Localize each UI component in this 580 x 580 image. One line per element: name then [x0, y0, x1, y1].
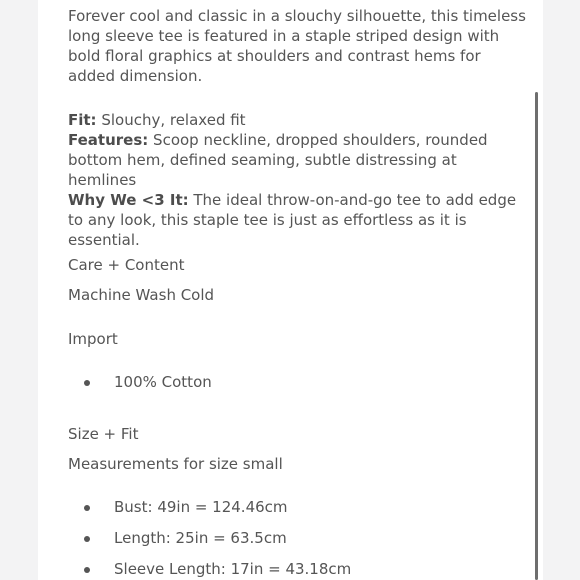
size-fit-subheading: Measurements for size small — [68, 455, 283, 473]
size-fit-heading: Size + Fit — [68, 425, 139, 443]
fit-value: Slouchy, relaxed fit — [96, 111, 246, 129]
material-text: 100% Cotton — [114, 373, 212, 391]
bullet-dot-icon — [84, 380, 90, 386]
bullet-dot-icon — [84, 505, 90, 511]
why-value: The ideal throw-on-and-go tee to add edge to any look, this staple tee is just as effortless as it is essential. — [68, 191, 517, 249]
measurement-text: Sleeve Length: 17in = 43.18cm — [114, 560, 352, 578]
measurement-text: Bust: 49in = 124.46cm — [114, 498, 288, 516]
details-paragraph — [68, 110, 528, 250]
bullet-dot-icon — [84, 567, 90, 573]
care-heading: Care + Content — [68, 256, 185, 274]
vertical-scrollbar[interactable] — [535, 92, 538, 580]
fit-label: Fit: — [68, 111, 97, 129]
origin-text: Import — [68, 330, 118, 348]
intro-paragraph: Forever cool and classic in a slouchy silhouette, this timeless long sleeve tee is featured in a staple striped design with bold floral graphics at shoulders and contrast hems for added dimension. — [68, 7, 526, 85]
product-description-panel — [38, 0, 543, 580]
measurement-text: Length: 25in = 63.5cm — [114, 529, 287, 547]
features-label: Features: — [68, 131, 149, 149]
wash-instructions: Machine Wash Cold — [68, 286, 215, 304]
bullet-dot-icon — [84, 536, 90, 542]
why-label: Why We <3 It: — [68, 191, 189, 209]
features-value: Scoop neckline, dropped shoulders, rounded bottom hem, defined seaming, subtle distressing at hemlines — [68, 131, 488, 189]
